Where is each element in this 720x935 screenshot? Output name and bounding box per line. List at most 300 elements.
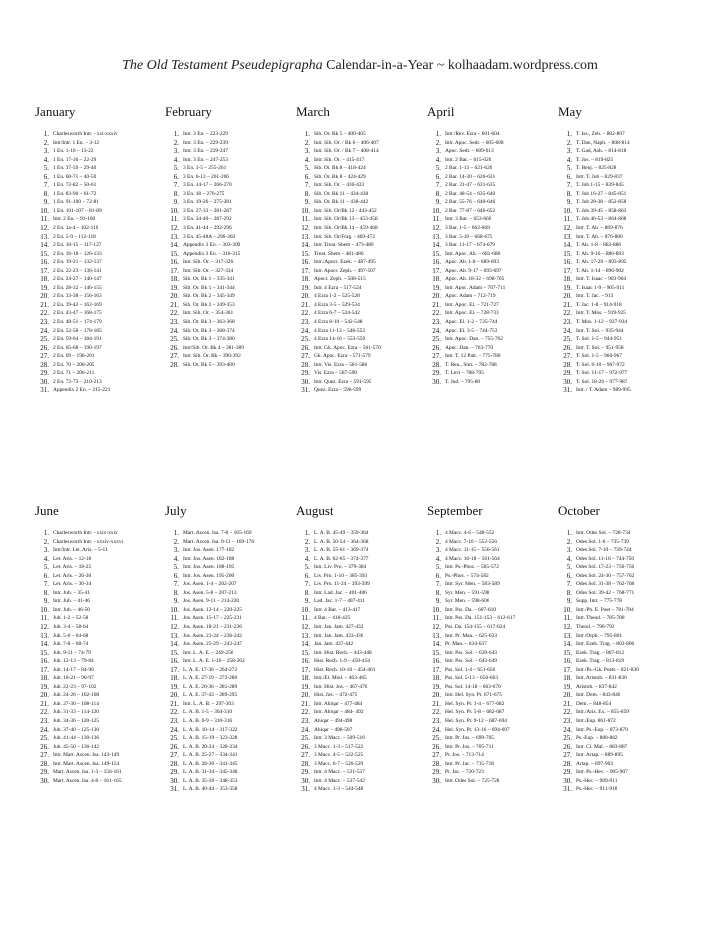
day-reading: Hel. Syn. Pr. 1-4 – 677-682 bbox=[445, 700, 505, 707]
day-row bbox=[427, 344, 555, 353]
day-reading: Intr. T. 12 Patr. – 775-780 bbox=[445, 353, 501, 360]
day-number: 15. bbox=[170, 249, 179, 258]
day-reading: Intr. Sib. Or. Bk – 390-392 bbox=[183, 353, 241, 360]
page-title bbox=[0, 58, 720, 74]
day-reading: Intr. Apoc. Sedr. – 605-608 bbox=[445, 139, 504, 146]
day-reading: Sib. Or. Bk 1 – 335-341 bbox=[183, 276, 235, 283]
day-reading: L. A. B. 28-30 – 341-345 bbox=[183, 760, 238, 767]
day-row bbox=[35, 529, 163, 538]
day-number: 19. bbox=[40, 682, 49, 691]
day-row bbox=[427, 726, 555, 735]
day-row bbox=[296, 378, 424, 387]
day-row bbox=[427, 529, 555, 538]
day-row bbox=[558, 726, 686, 735]
day-number: 24. bbox=[432, 725, 441, 734]
day-row bbox=[165, 538, 293, 547]
day-number: 19. bbox=[40, 283, 49, 292]
day-row bbox=[35, 589, 163, 598]
day-reading: Sib. Or. Bk 2 – 345-349 bbox=[183, 293, 235, 300]
day-reading: Jos. Asen. 9-11 – 214-220 bbox=[183, 598, 240, 605]
day-number: 15. bbox=[170, 648, 179, 657]
day-number: 17. bbox=[40, 665, 49, 674]
day-row bbox=[165, 580, 293, 589]
day-number: 14. bbox=[563, 241, 572, 250]
day-row bbox=[558, 777, 686, 786]
day-reading: Intr. Pss. Da. 151-153 – 612-617 bbox=[445, 615, 516, 622]
day-reading: Intr. Hist. Rech. – 443-448 bbox=[314, 649, 372, 656]
day-row bbox=[558, 546, 686, 555]
day-row bbox=[558, 589, 686, 598]
day-row bbox=[558, 181, 686, 190]
day-reading: 2 En. 33-38 – 156-163 bbox=[53, 293, 102, 300]
day-number: 1. bbox=[173, 130, 179, 138]
day-reading: T. Sol. 11-17 – 972-977 bbox=[576, 370, 628, 377]
day-number: 9. bbox=[173, 597, 179, 606]
day-reading: Intr. Hel. Syn. Pr. 671-675 bbox=[445, 692, 502, 699]
day-row bbox=[558, 623, 686, 632]
day-row bbox=[165, 760, 293, 769]
day-reading: T. Sol. 6-10 – 967-972 bbox=[576, 361, 625, 368]
day-number: 25. bbox=[301, 335, 310, 344]
day-row bbox=[35, 327, 163, 336]
day-row bbox=[165, 335, 293, 344]
month-september bbox=[427, 503, 555, 785]
day-reading: T. Dan, Naph. – 808-814 bbox=[576, 139, 630, 146]
day-number: 18. bbox=[301, 275, 310, 284]
day-row bbox=[165, 241, 293, 250]
day-row bbox=[165, 233, 293, 242]
day-row bbox=[558, 691, 686, 700]
day-number: 8. bbox=[304, 189, 310, 198]
day-number: 23. bbox=[170, 318, 179, 327]
day-reading: Ps.-Hec. – 911-918 bbox=[576, 786, 618, 793]
day-row bbox=[296, 649, 424, 658]
day-row bbox=[558, 130, 686, 139]
day-number: 31. bbox=[301, 785, 310, 794]
day-number: 31. bbox=[563, 785, 572, 794]
day-reading: Intr./Eup. 861-872 bbox=[576, 718, 616, 725]
day-reading: T. Sol. 1-5 – 944-951 bbox=[576, 336, 623, 343]
day-reading: Intr. Sib. Or/Bk 13 – 453-458 bbox=[314, 216, 378, 223]
day-number: 31. bbox=[40, 386, 49, 395]
day-reading: Jub. 31-33 – 114-120 bbox=[53, 709, 99, 716]
day-number: 17. bbox=[170, 266, 179, 275]
day-number: 27. bbox=[301, 352, 310, 361]
day-number: 23. bbox=[563, 717, 572, 726]
day-row bbox=[296, 640, 424, 649]
day-number: 21. bbox=[40, 699, 49, 708]
day-reading: T. Job 16-27 – 845-851 bbox=[576, 190, 627, 197]
day-row bbox=[35, 777, 163, 786]
day-number: 8. bbox=[566, 588, 572, 597]
day-reading: 2 Bar. 55-76 – 640-646 bbox=[445, 199, 496, 206]
day-row bbox=[427, 309, 555, 318]
day-reading: 1 En. 72-82 – 50-61 bbox=[53, 182, 97, 189]
day-row bbox=[165, 546, 293, 555]
day-row bbox=[35, 130, 163, 139]
day-number: 21. bbox=[432, 699, 441, 708]
day-row bbox=[296, 207, 424, 216]
day-row bbox=[296, 267, 424, 276]
day-row bbox=[296, 181, 424, 190]
day-row bbox=[165, 649, 293, 658]
day-reading: Sib. Or. Bk 11 – 438-442 bbox=[314, 199, 369, 206]
day-reading: 4 Macc. 1-3 – 544-548 bbox=[314, 786, 364, 793]
day-number: 16. bbox=[170, 657, 179, 666]
day-number: 27. bbox=[170, 751, 179, 760]
day-number: 25. bbox=[170, 335, 179, 344]
day-row bbox=[296, 563, 424, 572]
day-number: 7. bbox=[566, 580, 572, 589]
day-number: 21. bbox=[563, 699, 572, 708]
day-reading: Mart. Ascen. Isa. 7-8 – 165-169 bbox=[183, 530, 252, 536]
day-reading: Ps.-Eup. – 880-882 bbox=[576, 735, 618, 742]
day-number: 25. bbox=[432, 734, 441, 743]
day-row bbox=[165, 691, 293, 700]
day-row bbox=[35, 546, 163, 555]
day-reading: Intr. Pr. Jos. – 699-705 bbox=[445, 735, 494, 742]
day-row bbox=[35, 572, 163, 581]
day-row bbox=[296, 215, 424, 224]
day-number: 8. bbox=[566, 189, 572, 198]
day-reading: 3 Bar. 11-17 – 674-679 bbox=[445, 242, 495, 249]
month-october bbox=[558, 503, 686, 794]
day-row bbox=[165, 666, 293, 675]
day-row bbox=[558, 292, 686, 301]
day-number: 26. bbox=[170, 742, 179, 751]
day-row bbox=[35, 352, 163, 361]
day-reading: Jub. 3-4 – 58-64 bbox=[53, 624, 89, 631]
day-number: 2. bbox=[435, 537, 441, 546]
day-reading: Apoc. Adam – 712-719 bbox=[445, 293, 496, 300]
day-reading: T. Gad, Ash. – 814-818 bbox=[576, 148, 627, 155]
day-reading: Intr. 3 En. – 247-253 bbox=[183, 156, 228, 163]
day-reading: 3 Bar. 5-10 – 668-675 bbox=[445, 233, 493, 240]
day-number: 6. bbox=[304, 172, 310, 181]
day-reading: Hist. Rech. 10-18 – 454-461 bbox=[314, 666, 376, 673]
day-row bbox=[165, 267, 293, 276]
day-reading: 4 Ezra 8-10 – 542-548 bbox=[314, 319, 363, 326]
day-reading: Artap. – 897-903 bbox=[576, 760, 613, 767]
day-reading: Intr. Ps.-Hec. – 905-907 bbox=[576, 769, 628, 776]
day-reading: Intr. Pr. Jac. – 715-718 bbox=[445, 760, 494, 767]
day-number: 5. bbox=[304, 563, 310, 572]
day-number: 1. bbox=[566, 130, 572, 138]
day-row bbox=[165, 597, 293, 606]
day-row bbox=[558, 267, 686, 276]
day-number: 26. bbox=[40, 343, 49, 352]
day-row bbox=[427, 760, 555, 769]
day-reading: Gk. Apoc. Ezra – 571-579 bbox=[314, 353, 371, 360]
day-reading: Intr. Jos. Asen. 195-200 bbox=[183, 572, 235, 579]
day-number: 4. bbox=[435, 554, 441, 563]
day-reading: 4 Macc. 7-10 – 552-556 bbox=[445, 538, 497, 545]
day-number: 2. bbox=[43, 138, 49, 147]
day-reading: 3 Macc. 1-3 – 517-522 bbox=[314, 743, 364, 750]
day-row bbox=[35, 344, 163, 353]
day-row bbox=[427, 327, 555, 336]
day-row bbox=[296, 164, 424, 173]
day-row bbox=[296, 683, 424, 692]
day-number: 30. bbox=[432, 377, 441, 386]
day-row bbox=[296, 190, 424, 199]
day-number: 6. bbox=[43, 571, 49, 580]
day-row bbox=[35, 743, 163, 752]
day-reading: Hel. Syn. Pr. 9-12 – 687-694 bbox=[445, 718, 507, 725]
day-number: 26. bbox=[170, 343, 179, 352]
day-reading: T. Ab. 17-20 – 893-895 bbox=[576, 259, 627, 266]
day-reading: T. Jac. 1-8 – 914-918 bbox=[576, 301, 622, 308]
day-row bbox=[165, 173, 293, 182]
day-row bbox=[165, 258, 293, 267]
day-row bbox=[165, 344, 293, 353]
day-row bbox=[35, 378, 163, 387]
day-row bbox=[35, 284, 163, 293]
day-reading: L. A. E. 37-43 – 289-295 bbox=[183, 692, 238, 699]
day-row bbox=[427, 751, 555, 760]
day-reading: Pss. Sol. 5-13 – 656-663 bbox=[445, 675, 499, 682]
day-number: 5. bbox=[43, 164, 49, 173]
day-number: 22. bbox=[432, 708, 441, 717]
day-number: 6. bbox=[566, 172, 572, 181]
day-number: 29. bbox=[563, 369, 572, 378]
day-number: 27. bbox=[170, 352, 179, 361]
day-number: 7. bbox=[173, 580, 179, 589]
day-row bbox=[427, 777, 555, 786]
day-number: 15. bbox=[40, 648, 49, 657]
month-name: May bbox=[558, 104, 582, 119]
day-row bbox=[35, 147, 163, 156]
day-row bbox=[165, 640, 293, 649]
day-row bbox=[165, 614, 293, 623]
day-number: 19. bbox=[170, 283, 179, 292]
day-number: 18. bbox=[170, 674, 179, 683]
day-reading: 2 En. 10-15 – 117-127 bbox=[53, 242, 102, 249]
day-number: 22. bbox=[170, 708, 179, 717]
day-reading: Intr. Mart. Ascen. Isa. 143-149 bbox=[53, 752, 120, 759]
day-row bbox=[427, 563, 555, 572]
day-row bbox=[35, 623, 163, 632]
day-reading: 3 Macc. 6-7 – 526-529 bbox=[314, 760, 364, 767]
day-number: 26. bbox=[301, 343, 310, 352]
day-reading: Jos. Asen. 15-17 – 225-231 bbox=[183, 615, 242, 622]
day-reading: 2 En. 69 – 196-201 bbox=[53, 353, 95, 360]
day-number: 14. bbox=[563, 640, 572, 649]
day-number: 3. bbox=[435, 546, 441, 555]
day-reading: L. A. B. 35-39 – 348-353 bbox=[183, 777, 238, 784]
day-reading: Intr. Aristob. – 831-836 bbox=[576, 675, 627, 682]
day-number: 27. bbox=[40, 751, 49, 760]
day-row bbox=[35, 657, 163, 666]
day-number: 1. bbox=[435, 130, 441, 138]
day-row bbox=[427, 335, 555, 344]
day-row bbox=[427, 233, 555, 242]
day-number: 6. bbox=[435, 571, 441, 580]
day-row bbox=[165, 198, 293, 207]
day-row bbox=[558, 352, 686, 361]
day-number: 7. bbox=[304, 181, 310, 190]
day-reading: 2 En. 24-27 – 140-147 bbox=[53, 276, 102, 283]
day-reading: Odes Sol. 39-42 – 768-771 bbox=[576, 589, 635, 596]
day-row bbox=[35, 614, 163, 623]
day-row bbox=[427, 147, 555, 156]
day-reading: Jos. Asen. 5-8 – 207-213 bbox=[183, 589, 237, 596]
day-reading: L. A. E. 27-19 – 272-280 bbox=[183, 675, 238, 682]
day-row bbox=[427, 674, 555, 683]
day-reading: Intr. 2 Bar. – 615-620 bbox=[445, 156, 492, 163]
day-number: 10. bbox=[563, 206, 572, 215]
day-reading: T. Jud. – 795-80 bbox=[445, 378, 481, 385]
day-number: 18. bbox=[301, 674, 310, 683]
day-reading: 3 Macc. 4-5 – 522-525 bbox=[314, 752, 364, 759]
day-number: 17. bbox=[432, 665, 441, 674]
day-number: 13. bbox=[40, 232, 49, 241]
day-number: 24. bbox=[301, 725, 310, 734]
day-reading: Apoc. El. 1-2 – 735-744 bbox=[445, 319, 498, 326]
day-reading: Apoc. Ab. 18-32 – 698-705 bbox=[445, 276, 505, 283]
day-reading: Intr./Aris. Ex. – 855-859 bbox=[576, 709, 630, 716]
day-row bbox=[165, 275, 293, 284]
day-row bbox=[558, 768, 686, 777]
day-reading: L. A. B. 45-49 – 359-364 bbox=[314, 530, 369, 536]
day-row bbox=[296, 691, 424, 700]
day-reading: 2 Bar. 31-47 – 631-635 bbox=[445, 182, 496, 189]
day-row bbox=[296, 743, 424, 752]
day-reading: T. Mos. 1-12 – 927-934 bbox=[576, 319, 628, 326]
day-reading: Intr/Sib. Or. Bk 4 – 381-389 bbox=[183, 344, 244, 351]
day-number: 18. bbox=[563, 674, 572, 683]
day-row bbox=[296, 777, 424, 786]
day-row bbox=[558, 597, 686, 606]
day-reading: Intr. L. A. E. 1-16 – 258-262 bbox=[183, 658, 245, 665]
day-number: 14. bbox=[40, 640, 49, 649]
day-row bbox=[296, 614, 424, 623]
day-row bbox=[35, 708, 163, 717]
day-reading: L. A. B. 25-27 – 334-341 bbox=[183, 752, 238, 759]
day-row bbox=[558, 743, 686, 752]
day-row bbox=[558, 717, 686, 726]
month-february bbox=[165, 104, 293, 369]
day-row bbox=[558, 173, 686, 182]
day-number: 20. bbox=[563, 292, 572, 301]
day-reading: Ahiqar – 498-507 bbox=[314, 726, 353, 733]
day-row bbox=[427, 614, 555, 623]
day-number: 23. bbox=[170, 717, 179, 726]
day-row bbox=[558, 538, 686, 547]
day-row bbox=[165, 751, 293, 760]
month-june bbox=[35, 503, 163, 785]
day-row bbox=[165, 284, 293, 293]
day-row bbox=[558, 734, 686, 743]
month-name: March bbox=[296, 104, 330, 119]
day-row bbox=[296, 327, 424, 336]
day-reading: Intr./El. Mod. – 463-465 bbox=[314, 675, 367, 682]
day-reading: Intr. T. Jac. – 913 bbox=[576, 293, 614, 300]
day-reading: Intr. T. Sol. – 935-944 bbox=[576, 327, 624, 334]
day-reading: L. A. B. 15-19 – 323-328 bbox=[183, 735, 238, 742]
day-number: 10. bbox=[170, 206, 179, 215]
day-row bbox=[296, 284, 424, 293]
day-row bbox=[296, 632, 424, 641]
day-number: 24. bbox=[40, 725, 49, 734]
day-row bbox=[35, 674, 163, 683]
day-reading: Lad. Jac. 1-7 – 407-411 bbox=[314, 598, 365, 605]
day-number: 22. bbox=[40, 708, 49, 717]
day-number: 7. bbox=[304, 580, 310, 589]
day-number: 3. bbox=[304, 147, 310, 156]
day-row bbox=[558, 301, 686, 310]
day-reading: Intr./Apocr. Ezek. – 487-495 bbox=[314, 259, 376, 266]
day-row bbox=[35, 580, 163, 589]
day-number: 11. bbox=[40, 614, 49, 623]
day-number: 7. bbox=[566, 181, 572, 190]
day-number: 11. bbox=[170, 215, 179, 224]
day-row bbox=[165, 683, 293, 692]
day-row bbox=[35, 335, 163, 344]
day-row bbox=[35, 538, 163, 547]
day-row bbox=[296, 717, 424, 726]
day-reading: Aristob. – 837-842 bbox=[576, 683, 617, 690]
day-reading: T. Iss., Zeb. – 802-807 bbox=[576, 131, 625, 137]
day-row bbox=[427, 572, 555, 581]
day-row bbox=[165, 327, 293, 336]
day-number: 19. bbox=[301, 682, 310, 691]
day-number: 25. bbox=[40, 734, 49, 743]
day-reading: Intr. Sib. Or/Frag. - 469-472 bbox=[314, 233, 375, 240]
day-number: 28. bbox=[40, 360, 49, 369]
day-number: 9. bbox=[566, 597, 572, 606]
day-number: 24. bbox=[432, 326, 441, 335]
day-reading: Intr. Apoc. Adam – 707-711 bbox=[445, 284, 506, 291]
month-january bbox=[35, 104, 163, 395]
day-reading: Intr. Apoc. Ab. – 681-688 bbox=[445, 250, 501, 257]
day-reading: T. Job 1-15 – 839-845 bbox=[576, 182, 624, 189]
day-reading: Intr./Ph. E. Poet – 781-784 bbox=[576, 606, 634, 613]
day-reading: 2 Bar. 1-13 – 621-626 bbox=[445, 165, 493, 172]
day-reading: Quez. Ezra – 596-599 bbox=[314, 387, 362, 394]
day-number: 10. bbox=[40, 605, 49, 614]
day-number: 5. bbox=[173, 563, 179, 572]
day-reading: Intr. Hist. Jos. – 467-470 bbox=[314, 683, 368, 690]
day-reading: Pss. Sol. 14-18 – 663-670 bbox=[445, 683, 501, 690]
day-row bbox=[35, 233, 163, 242]
day-row bbox=[427, 597, 555, 606]
day-reading: Intr. Jan. Jam. 433-436 bbox=[314, 632, 364, 639]
day-row bbox=[427, 284, 555, 293]
day-number: 4. bbox=[43, 554, 49, 563]
day-row bbox=[35, 386, 163, 395]
day-row bbox=[558, 139, 686, 148]
day-reading: Let. Aris. – 18-25 bbox=[53, 564, 92, 571]
day-number: 15. bbox=[432, 648, 441, 657]
day-reading: Jub. 22-23 – 97-102 bbox=[53, 683, 97, 690]
day-reading: L. A. B. 40-44 – 353-358 bbox=[183, 786, 238, 793]
day-number: 3. bbox=[566, 147, 572, 156]
day-number: 20. bbox=[301, 691, 310, 700]
day-number: 14. bbox=[432, 640, 441, 649]
day-row bbox=[35, 181, 163, 190]
day-reading: 3 En. 1-5 – 255-261 bbox=[183, 165, 227, 172]
day-row bbox=[427, 241, 555, 250]
day-reading: Jos. Asen. 25-29 – 243-247 bbox=[183, 641, 242, 648]
day-number: 25. bbox=[301, 734, 310, 743]
day-row bbox=[296, 546, 424, 555]
day-number: 20. bbox=[40, 691, 49, 700]
day-row bbox=[427, 649, 555, 658]
day-number: 30. bbox=[301, 377, 310, 386]
day-number: 27. bbox=[40, 352, 49, 361]
day-number: 19. bbox=[432, 283, 441, 292]
